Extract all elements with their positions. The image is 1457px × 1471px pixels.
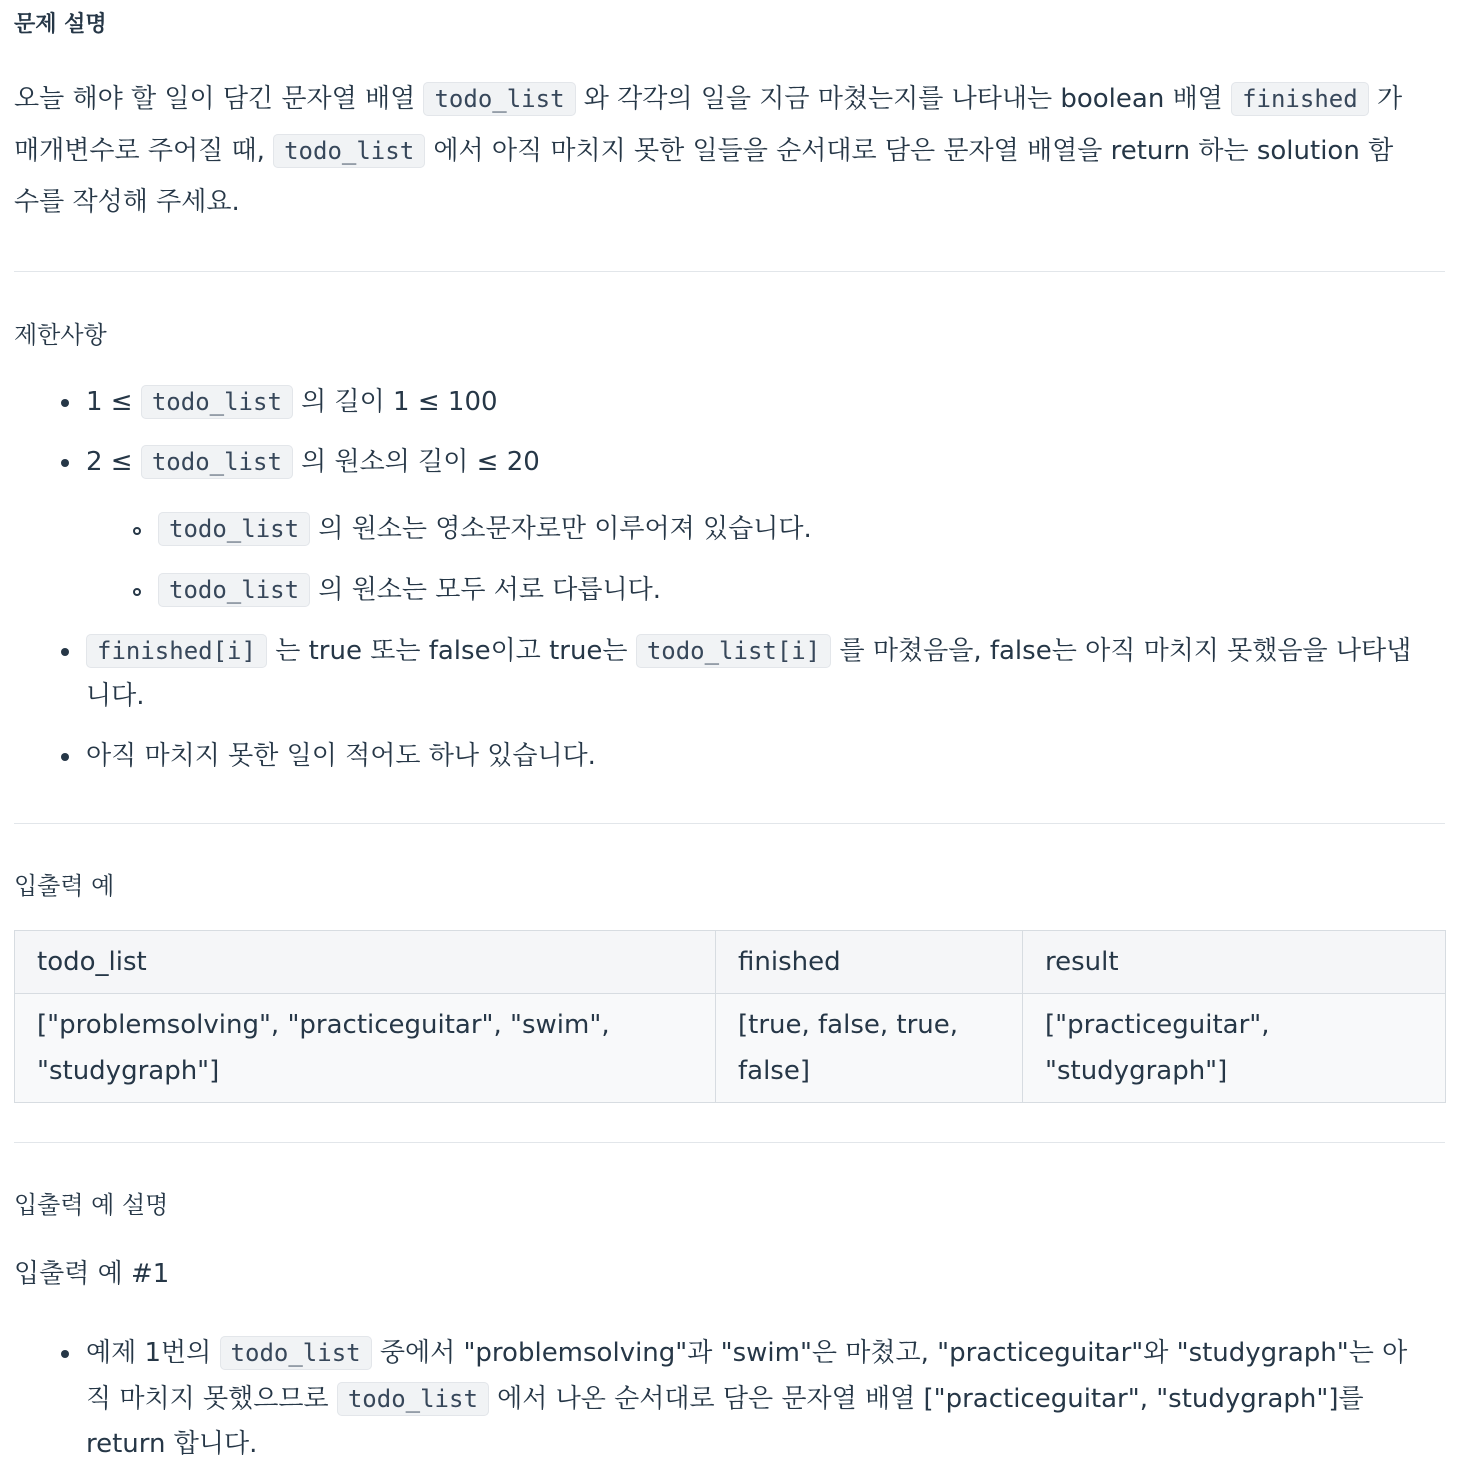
code-todo-list: todo_list [423, 82, 575, 116]
constraint-item-1 [86, 385, 498, 419]
sub-bullet [133, 527, 141, 535]
explain-line-1 [86, 1336, 1407, 1370]
explain-text: 에서 나온 순서대로 담은 문자열 배열 ["practiceguitar", "studygraph"]를 [497, 1384, 1364, 1414]
cell-result [1023, 994, 1446, 1103]
code-todo-list: todo_list [141, 445, 293, 479]
constraint-item-3 [86, 634, 1411, 668]
constraint-item-3-cont: 니다. [86, 681, 145, 711]
explain-line-3: return 합니다. [86, 1429, 258, 1459]
code-todo-list-i: todo_list[i] [636, 634, 831, 668]
divider [14, 823, 1445, 824]
bullet [61, 459, 69, 467]
cell-line: ["problemsolving", "practiceguitar", "swim", [37, 1010, 610, 1040]
column-header: todo_list [15, 931, 716, 994]
io-heading: 입출력 예 [14, 872, 115, 900]
constraint-text: 의 길이 1 ≤ 100 [301, 387, 498, 417]
constraint-subitem-1 [158, 512, 812, 546]
constraint-text: 의 원소는 모두 서로 다릅니다. [318, 575, 662, 605]
desc-text: 와 각각의 일을 지금 마쳤는지를 나타내는 boolean 배열 [583, 84, 1223, 114]
column-header: result [1023, 931, 1446, 994]
cell-line: "studygraph"] [37, 1056, 220, 1086]
explain-line-2 [86, 1382, 1364, 1416]
desc-text: 가 [1376, 84, 1403, 114]
code-finished: finished [1231, 82, 1369, 116]
divider [14, 1142, 1445, 1143]
explain-text: 중에서 "problemsolving"과 "swim"은 마쳤고, "practiceguitar"와 "studygraph"는 아 [379, 1338, 1408, 1368]
cell-line: [true, false, true, [738, 1010, 959, 1040]
explain-text: 예제 1번의 [86, 1338, 212, 1368]
desc-line-3: 수를 작성해 주세요. [14, 187, 240, 217]
code-todo-list: todo_list [337, 1382, 489, 1416]
constraints-heading: 제한사항 [14, 321, 107, 349]
table-header-row [15, 931, 1446, 994]
explain-subheading: 입출력 예 #1 [14, 1259, 170, 1289]
code-finished-i: finished[i] [86, 634, 267, 668]
cell-line: false] [738, 1056, 810, 1086]
cell-line: "studygraph"] [1045, 1056, 1228, 1086]
desc-text: 오늘 해야 할 일이 담긴 문자열 배열 [14, 84, 416, 114]
code-todo-list: todo_list [141, 385, 293, 419]
desc-line-1 [14, 82, 1402, 116]
code-todo-list: todo_list [158, 512, 310, 546]
sub-bullet [133, 588, 141, 596]
bullet [61, 1350, 69, 1358]
bullet [61, 648, 69, 656]
explain-text: 직 마치지 못했으므로 [86, 1384, 329, 1414]
constraint-text: 는 true 또는 false이고 true는 [275, 636, 628, 666]
io-table [14, 930, 1446, 1103]
explain-heading: 입출력 예 설명 [14, 1191, 169, 1219]
code-todo-list: todo_list [158, 573, 310, 607]
constraint-text: 를 마쳤음을, false는 아직 마치지 못했음을 나타냅 [839, 636, 1412, 666]
code-todo-list: todo_list [220, 1336, 372, 1370]
bullet [61, 753, 69, 761]
constraint-text: 의 원소의 길이 ≤ 20 [301, 447, 540, 477]
code-todo-list: todo_list [273, 134, 425, 168]
constraint-subitem-2 [158, 573, 661, 607]
desc-line-2 [14, 134, 1393, 168]
constraint-text: 1 ≤ [86, 387, 133, 417]
cell-line: ["practiceguitar", [1045, 1010, 1270, 1040]
desc-text: 매개변수로 주어질 때, [14, 136, 265, 166]
table-row [15, 994, 1446, 1103]
cell-finished [716, 994, 1023, 1103]
constraint-text: 2 ≤ [86, 447, 133, 477]
constraint-text: 의 원소는 영소문자로만 이루어져 있습니다. [318, 514, 812, 544]
section-title: 문제 설명 [14, 12, 107, 37]
column-header: finished [716, 931, 1023, 994]
divider [14, 271, 1445, 272]
desc-text: 에서 아직 마치지 못한 일들을 순서대로 담은 문자열 배열을 return 하는 solution 함 [433, 136, 1394, 166]
constraint-item-2 [86, 445, 540, 479]
cell-todo-list [15, 994, 716, 1103]
bullet [61, 399, 69, 407]
constraint-item-4: 아직 마치지 못한 일이 적어도 하나 있습니다. [86, 741, 596, 771]
